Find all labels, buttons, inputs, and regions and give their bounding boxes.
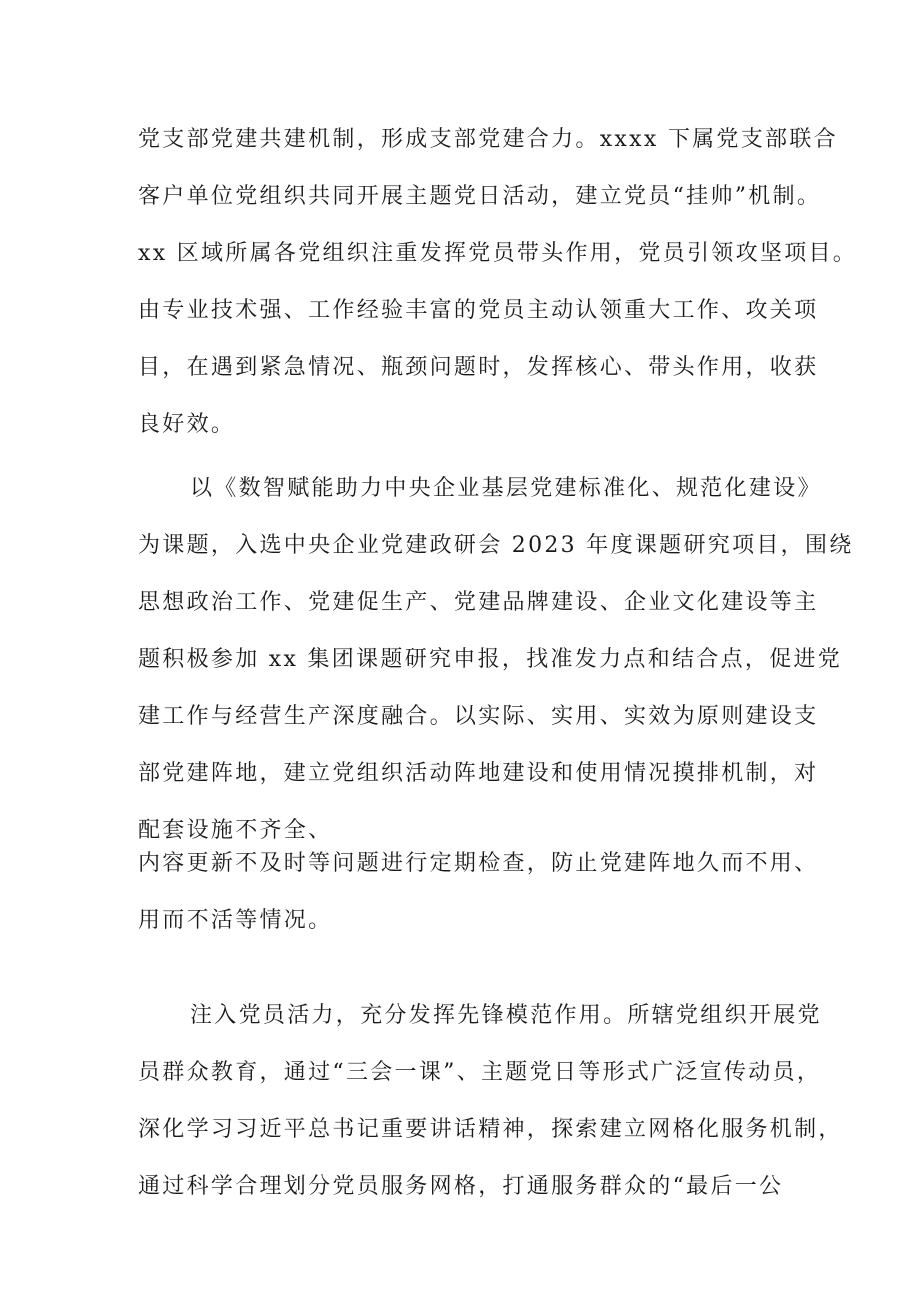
text-line: 深化学习习近平总书记重要讲话精神，探索建立网格化服务机制， <box>138 1117 843 1142</box>
text-line: 目，在遇到紧急情况、瓶颈问题时，发挥核心、带头作用，收获 <box>138 355 819 380</box>
text-line: 以《数智赋能助力中央企业基层党建标准化、规范化建设》 <box>190 476 822 501</box>
text-line: 用而不活等情况。 <box>138 908 333 933</box>
text-line: 为课题，入选中央企业党建政研会 2023 年度课题研究项目，围绕 <box>138 533 854 558</box>
text-line: 内容更新不及时等问题进行定期检查，防止党建阵地久而不用、 <box>138 851 819 876</box>
text-line: 配套设施不齐全、 <box>138 818 333 843</box>
text-line: 部党建阵地，建立党组织活动阵地建设和使用情况摸排机制，对 <box>138 761 819 786</box>
text-line: 党支部党建共建机制，形成支部党建合力。xxxx 下属党支部联合 <box>138 127 838 152</box>
text-line: 注入党员活力，充分发挥先锋模范作用。所辖党组织开展党 <box>190 1003 822 1028</box>
text-line: 由专业技术强、工作经验丰富的党员主动认领重大工作、攻关项 <box>138 298 819 323</box>
text-line: 建工作与经营生产深度融合。以实际、实用、实效为原则建设支 <box>138 704 819 729</box>
text-line: xx 区域所属各党组织注重发挥党员带头作用，党员引领攻坚项目。 <box>138 241 858 266</box>
text-line: 题积极参加 xx 集团课题研究申报，找准发力点和结合点，促进党 <box>138 647 843 672</box>
text-line: 通过科学合理划分党员服务网格，打通服务群众的“最后一公 <box>138 1174 784 1199</box>
paragraph-party-branch-mechanism <box>138 111 857 453</box>
text-line: 客户单位党组织共同开展主题党日活动，建立党员“挂帅”机制。 <box>138 184 822 209</box>
text-line: 良好效。 <box>138 412 236 437</box>
paragraph-research-topic <box>138 460 854 859</box>
text-line: 员群众教育，通过“三会一课”、主题党日等形式广泛宣传动员， <box>138 1060 822 1085</box>
paragraph-member-vitality <box>138 987 843 1215</box>
paragraph-content-updates <box>138 835 818 949</box>
text-line: 思想政治工作、党建促生产、党建品牌建设、企业文化建设等主 <box>138 590 819 615</box>
